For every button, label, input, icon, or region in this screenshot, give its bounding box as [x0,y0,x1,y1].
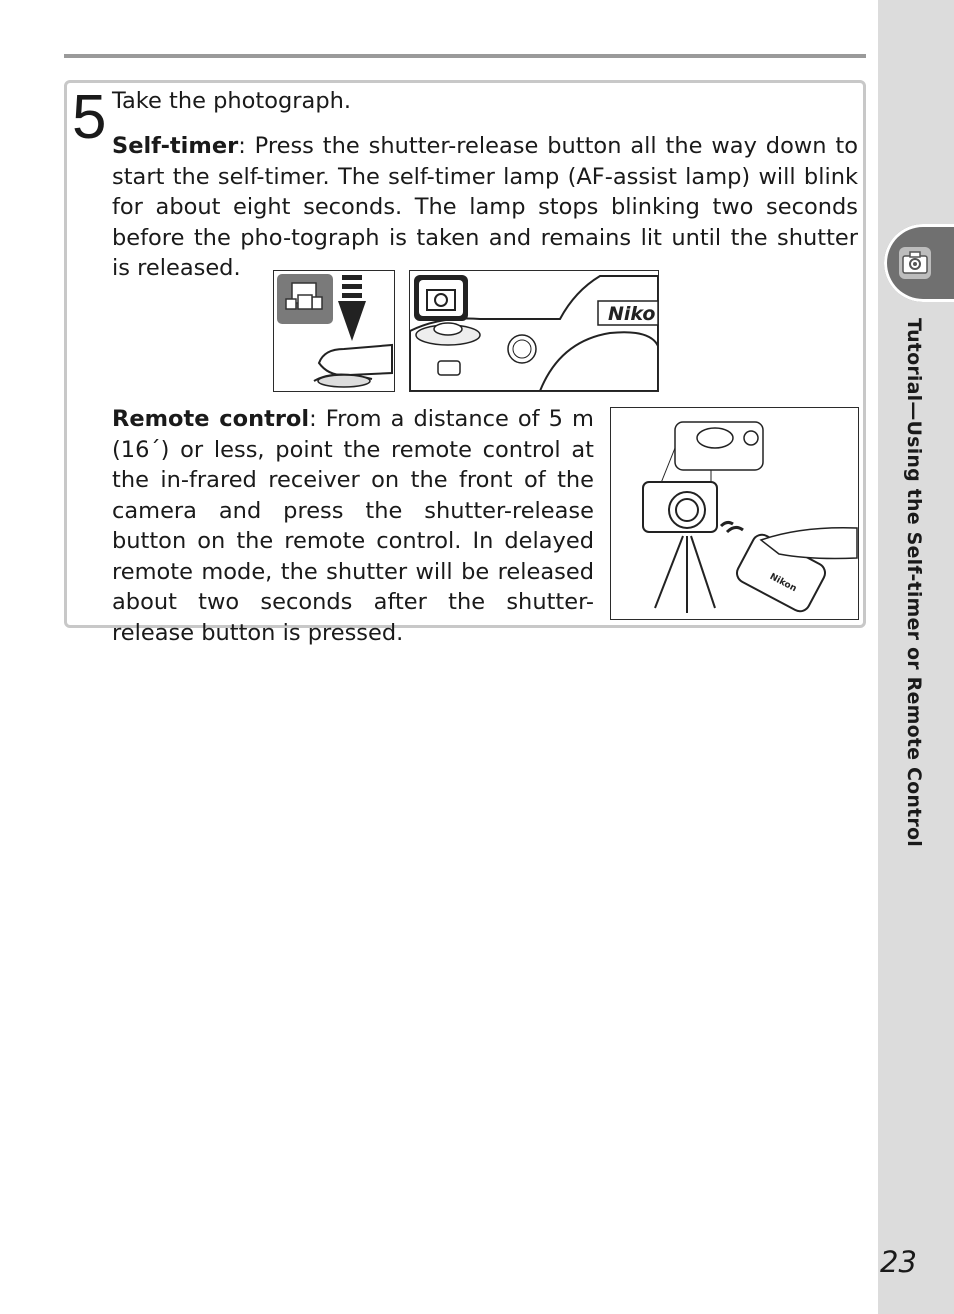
section-title: Tutorial—Using the Self-timer or Remote Control [903,318,925,847]
self-timer-paragraph [112,131,858,284]
shutter-press-illustration [273,270,395,392]
remote-control-illustration [610,407,859,620]
remote-control-paragraph [112,404,594,648]
self-timer-label: Self-timer [112,133,239,159]
page-number: 23 [880,1245,917,1279]
camera-icon [899,247,931,279]
self-timer-text: : Press the shutter-release button all the way down to start the self-timer. The self-timer lamp (AF-assist lamp) will blink for about eight seconds. The lamp stops blinking two seconds before the pho-tograph is taken and remains lit until the shutter is released. [112,133,858,281]
remote-control-label: Remote control [112,406,310,432]
step-heading: Take the photograph. [112,88,352,114]
remote-brand-text: Nikon [767,571,799,595]
top-rule [64,54,866,58]
camera-brand-text: Niko [608,303,656,325]
step-number: 5 [72,83,107,152]
camera-mode-dial-illustration [409,270,659,392]
remote-control-text: : From a distance of 5 m (16´) or less, point the remote control at the in-frared receiver on the front of the camera and press the shutter-release button on the remote control. In delayed remote mode, the shutter will be released about two seconds after the shutter-release button is pressed. [112,406,594,646]
